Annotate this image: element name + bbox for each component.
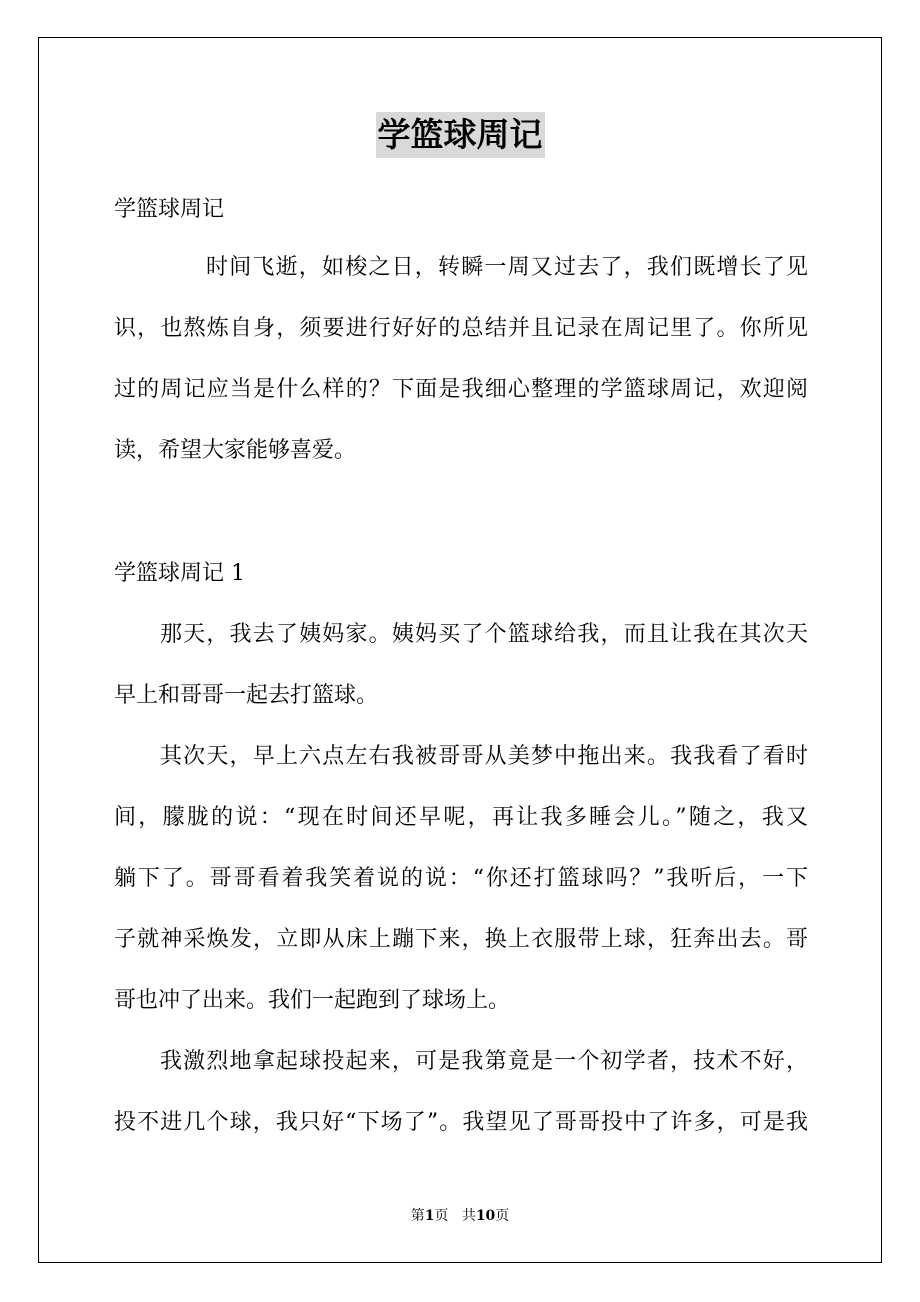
paragraph-line: 其次天，早上六点左右我被哥哥从美梦中拖出来。我我看了看时 <box>160 744 808 769</box>
paragraph-line: 间，朦胧的说：“现在时间还早呢，再让我多睡会儿。”随之，我又 <box>114 805 808 830</box>
paragraph-line: 投不进几个球，我只好“下场了”。我望见了哥哥投中了许多，可是我 <box>114 1110 808 1135</box>
intro-line: 时间飞逝，如梭之日，转瞬一周又过去了，我们既增长了见 <box>206 255 808 280</box>
document-title: 学篮球周记 <box>376 112 545 158</box>
paragraph-line: 哥也冲了出来。我们一起跑到了球场上。 <box>114 988 511 1013</box>
page-prefix: 第 <box>410 1208 425 1224</box>
intro-line: 过的周记应当是什么样的？下面是我细心整理的学篮球周记，欢迎阅 <box>114 377 808 402</box>
paragraph-line: 早上和哥哥一起去打篮球。 <box>114 683 379 708</box>
paragraph-line: 那天，我去了姨妈家。姨妈买了个篮球给我，而且让我在其次天 <box>160 622 808 647</box>
total-prefix: 共 <box>461 1208 476 1224</box>
page-footer <box>0 1206 920 1226</box>
paragraph-line: 子就神采焕发，立即从床上蹦下来，换上衣服带上球，狂奔出去。哥 <box>114 927 808 952</box>
section-heading: 学篮球周记 1 <box>114 561 245 586</box>
total-suffix: 页 <box>495 1208 510 1224</box>
page-number: 1 <box>424 1208 435 1224</box>
total-pages: 10 <box>475 1208 496 1224</box>
page-suffix: 页 <box>434 1208 449 1224</box>
title-container <box>0 112 920 158</box>
intro-line: 读，希望大家能够喜爱。 <box>114 438 357 463</box>
intro-line: 识，也熬炼自身，须要进行好好的总结并且记录在周记里了。你所见 <box>114 316 808 341</box>
paragraph-line: 我激烈地拿起球投起来，可是我第竟是一个初学者，技术不好， <box>160 1049 808 1074</box>
subtitle: 学篮球周记 <box>114 197 225 222</box>
paragraph-line: 躺下了。哥哥看着我笑着说的说：“你还打篮球吗？”我听后，一下 <box>114 866 808 891</box>
